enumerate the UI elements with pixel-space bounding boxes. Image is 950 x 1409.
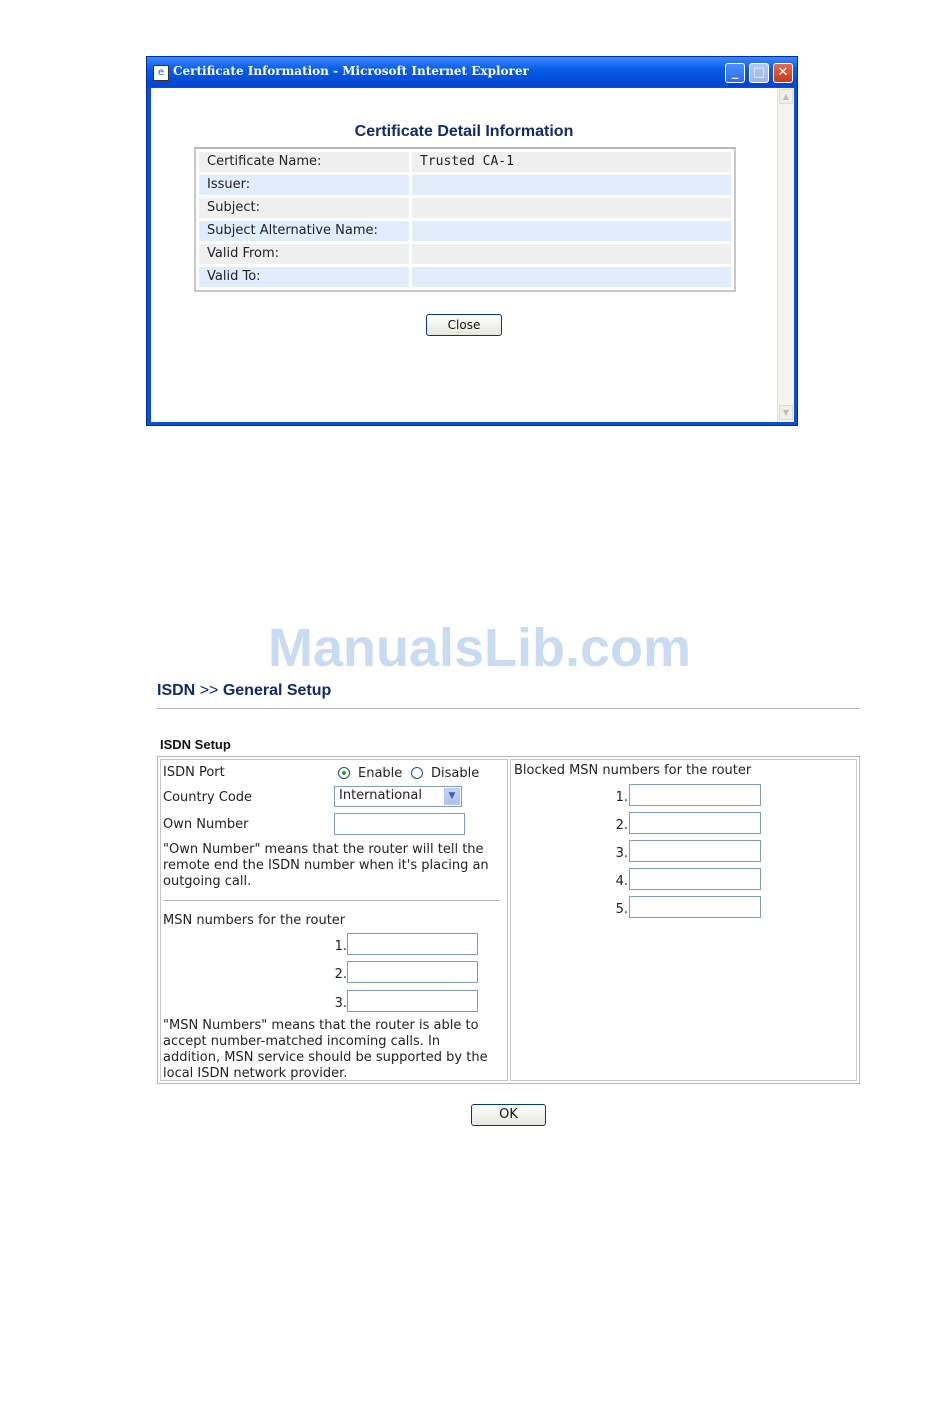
msn-number-field-2[interactable] bbox=[347, 961, 478, 983]
maximize-button[interactable] bbox=[749, 63, 769, 83]
watermark-text: ManualsLib.com bbox=[268, 618, 692, 678]
scroll-down-icon[interactable]: ▼ bbox=[779, 405, 793, 420]
ie-page-icon: e bbox=[153, 65, 169, 81]
minimize-button[interactable] bbox=[725, 63, 745, 83]
msn-number-field-1[interactable] bbox=[347, 933, 478, 955]
blocked-msn-panel bbox=[510, 759, 857, 1081]
blocked-index: 2. bbox=[615, 818, 628, 833]
subject-label: Subject: bbox=[199, 198, 409, 218]
subject-alt-name-label: Subject Alternative Name: bbox=[199, 221, 409, 241]
table-row bbox=[199, 152, 731, 172]
minimize-icon: _ bbox=[731, 65, 739, 80]
blocked-number-field-5[interactable] bbox=[629, 896, 761, 918]
msn-index: 3. bbox=[334, 996, 347, 1011]
breadcrumb-separator: >> bbox=[199, 682, 219, 699]
certificate-info-window bbox=[146, 56, 798, 426]
issuer-value bbox=[412, 175, 731, 195]
country-code-label: Country Code bbox=[163, 790, 253, 805]
cert-name-label: Certificate Name: bbox=[199, 152, 409, 172]
msn-numbers-label: MSN numbers for the router bbox=[163, 913, 346, 928]
own-number-field[interactable] bbox=[334, 813, 465, 835]
own-number-note: "Own Number" means that the router will tell the remote end the ISDN number when it's placing an outgoing call. bbox=[163, 842, 489, 889]
isdn-setup-panel bbox=[157, 756, 860, 1084]
msn-number-field-3[interactable] bbox=[347, 990, 478, 1012]
table-row bbox=[199, 198, 731, 218]
scroll-up-icon[interactable]: ▲ bbox=[779, 89, 793, 104]
breadcrumb bbox=[157, 682, 331, 700]
table-row bbox=[199, 244, 731, 264]
own-number-label: Own Number bbox=[163, 817, 249, 832]
msn-index: 1. bbox=[334, 939, 347, 954]
valid-from-label: Valid From: bbox=[199, 244, 409, 264]
disable-label: Disable bbox=[431, 766, 480, 781]
country-code-value: International bbox=[339, 788, 422, 803]
valid-to-value bbox=[412, 267, 731, 287]
blocked-index: 5. bbox=[615, 902, 628, 917]
window-title-bar[interactable] bbox=[147, 57, 797, 87]
valid-from-value bbox=[412, 244, 731, 264]
blocked-number-field-3[interactable] bbox=[629, 840, 761, 862]
close-button[interactable]: Close bbox=[426, 314, 502, 336]
breadcrumb-page: General Setup bbox=[222, 682, 332, 699]
blocked-index: 1. bbox=[615, 790, 628, 805]
isdn-port-label: ISDN Port bbox=[163, 765, 225, 780]
header-divider bbox=[157, 708, 860, 709]
cert-name-value: Trusted CA-1 bbox=[412, 152, 731, 172]
disable-radio[interactable] bbox=[411, 767, 423, 779]
isdn-settings-panel bbox=[160, 759, 508, 1081]
valid-to-label: Valid To: bbox=[199, 267, 409, 287]
msn-index: 2. bbox=[334, 967, 347, 982]
window-close-button[interactable] bbox=[773, 63, 793, 83]
blocked-msn-label: Blocked MSN numbers for the router bbox=[514, 763, 752, 778]
vertical-scrollbar[interactable] bbox=[777, 88, 794, 422]
enable-label: Enable bbox=[358, 766, 403, 781]
breadcrumb-section: ISDN bbox=[157, 682, 196, 699]
blocked-index: 4. bbox=[615, 874, 628, 889]
blocked-number-field-1[interactable] bbox=[629, 784, 761, 806]
issuer-label: Issuer: bbox=[199, 175, 409, 195]
blocked-number-field-4[interactable] bbox=[629, 868, 761, 890]
table-row bbox=[199, 267, 731, 287]
radio-selected-icon bbox=[342, 771, 346, 775]
window-title: Certificate Information - Microsoft Internet Explorer bbox=[173, 64, 529, 78]
msn-note: "MSN Numbers" means that the router is able to accept number-matched incoming calls. In addition, MSN service should be supported by the local ISDN network provider. bbox=[163, 1018, 488, 1081]
ok-button[interactable]: OK bbox=[471, 1104, 546, 1126]
chevron-down-icon: ▼ bbox=[444, 788, 460, 805]
table-row bbox=[199, 175, 731, 195]
certificate-detail-table bbox=[194, 147, 736, 292]
subject-value bbox=[412, 198, 731, 218]
section-title: ISDN Setup bbox=[160, 737, 231, 752]
subject-alt-name-value bbox=[412, 221, 731, 241]
panel-divider bbox=[163, 900, 500, 901]
table-row bbox=[199, 221, 731, 241]
window-content bbox=[151, 88, 793, 422]
country-code-select[interactable] bbox=[334, 786, 462, 807]
enable-radio[interactable] bbox=[338, 767, 350, 779]
blocked-index: 3. bbox=[615, 846, 628, 861]
maximize-icon: □ bbox=[752, 65, 766, 80]
close-icon: ✕ bbox=[777, 65, 789, 80]
blocked-number-field-2[interactable] bbox=[629, 812, 761, 834]
page-title: Certificate Detail Information bbox=[354, 123, 574, 140]
